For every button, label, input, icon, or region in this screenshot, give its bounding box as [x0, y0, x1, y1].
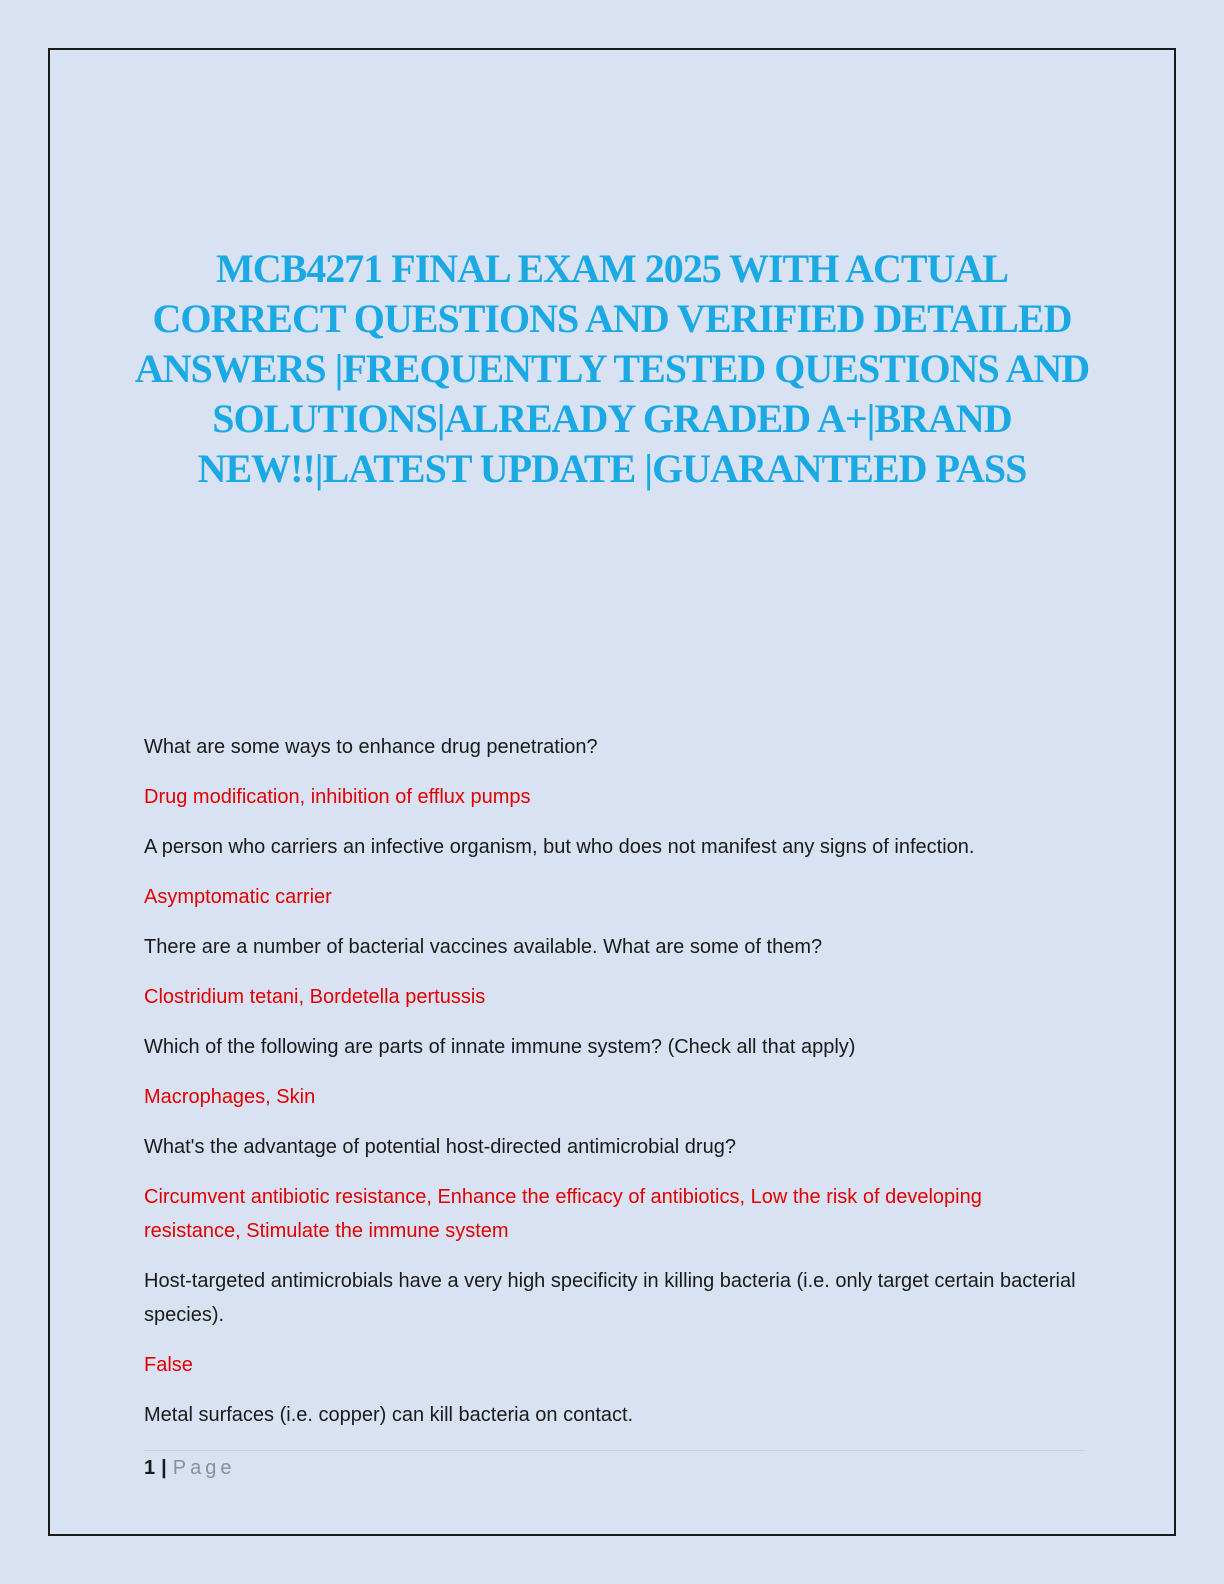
document-title: MCB4271 FINAL EXAM 2025 WITH ACTUAL CORRECT QUESTIONS AND VERIFIED DETAILED ANSWERS |FREQUENTLY TESTED QUESTIONS AND SOLUTIONS|ALREADY GRADED A+|BRAND NEW!!|LATEST UPDATE |GUARANTEED PASS: [134, 246, 1090, 491]
answer-1: Drug modification, inhibition of efflux pumps: [144, 786, 531, 808]
question-7: Metal surfaces (i.e. copper) can kill bacteria on contact.: [144, 1404, 634, 1426]
question-6: Host-targeted antimicrobials have a very high specificity in killing bacteria (i.e. only target certain bacterial species).: [144, 1270, 1076, 1326]
answer-4: Macrophages, Skin: [144, 1086, 316, 1108]
question-2: A person who carriers an infective organism, but who does not manifest any signs of infection.: [144, 836, 975, 858]
footer-divider: [144, 1450, 1084, 1451]
answer-6: False: [144, 1354, 193, 1376]
page-number: 1: [144, 1457, 156, 1479]
question-5: What's the advantage of potential host-directed antimicrobial drug?: [144, 1136, 736, 1158]
page-separator: |: [161, 1457, 167, 1479]
qa-list: [144, 730, 1084, 1448]
answer-2: Asymptomatic carrier: [144, 886, 332, 908]
answer-5: Circumvent antibiotic resistance, Enhance the efficacy of antibiotics, Low the risk of developing resistance, Stimulate the immune system: [144, 1186, 982, 1242]
question-1: What are some ways to enhance drug penetration?: [144, 736, 598, 758]
page-label: Page: [172, 1457, 236, 1479]
question-4: Which of the following are parts of innate immune system? (Check all that apply): [144, 1036, 856, 1058]
page-footer: [144, 1454, 235, 1482]
answer-3: Clostridium tetani, Bordetella pertussis: [144, 986, 486, 1008]
question-3: There are a number of bacterial vaccines available. What are some of them?: [144, 936, 823, 958]
